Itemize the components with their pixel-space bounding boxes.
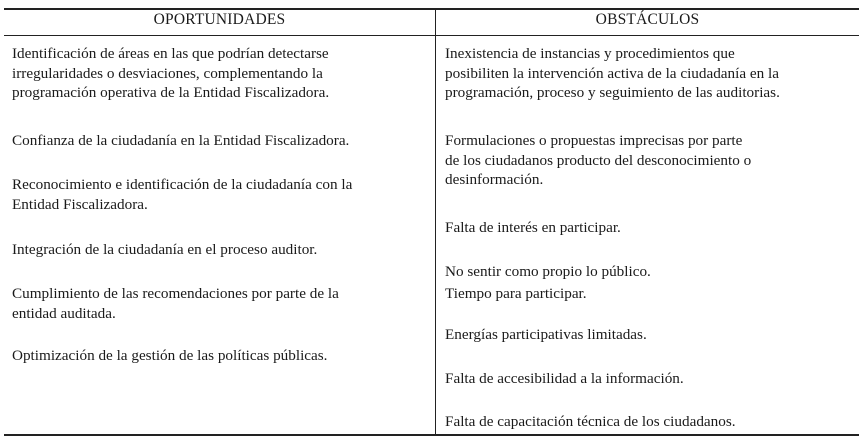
column-divider bbox=[435, 8, 436, 435]
obstaculo-item: Energías participativas limitadas. bbox=[445, 326, 647, 343]
obstaculo-item: Inexistencia de instancias y procedimientos que posibiliten la intervención activa de la ciudadanía en la programación, proceso y seguimiento de las auditorias. bbox=[445, 45, 780, 101]
header-rule bbox=[4, 35, 859, 36]
top-rule bbox=[4, 8, 859, 10]
obstaculo-item: No sentir como propio lo público. bbox=[445, 263, 651, 280]
obstaculo-item: Falta de accesibilidad a la información. bbox=[445, 370, 684, 387]
obstaculo-item: Falta de interés en participar. bbox=[445, 219, 621, 236]
oportunidad-item: Reconocimiento e identificación de la ciudadanía con la Entidad Fiscalizadora. bbox=[12, 176, 353, 213]
oportunidad-item: Integración de la ciudadanía en el proceso auditor. bbox=[12, 241, 318, 258]
obstaculo-item: Formulaciones o propuestas imprecisas por parte de los ciudadanos producto del desconocimiento o desinformación. bbox=[445, 132, 752, 188]
bottom-rule bbox=[4, 434, 859, 436]
header-obstaculos: OBSTÁCULOS bbox=[595, 11, 700, 28]
oportunidad-item: Confianza de la ciudadanía en la Entidad Fiscalizadora. bbox=[12, 132, 350, 149]
obstaculo-item: Tiempo para participar. bbox=[445, 285, 587, 302]
header-oportunidades: OPORTUNIDADES bbox=[153, 11, 286, 28]
obstaculo-item: Falta de capacitación técnica de los ciudadanos. bbox=[445, 413, 736, 430]
oportunidad-item: Cumplimiento de las recomendaciones por parte de la entidad auditada. bbox=[12, 285, 339, 322]
oportunidad-item: Identificación de áreas en las que podrían detectarse irregularidades o desviaciones, complementando la programación operativa de la Entidad Fiscalizadora. bbox=[12, 45, 330, 101]
oportunidad-item: Optimización de la gestión de las políticas públicas. bbox=[12, 347, 328, 364]
